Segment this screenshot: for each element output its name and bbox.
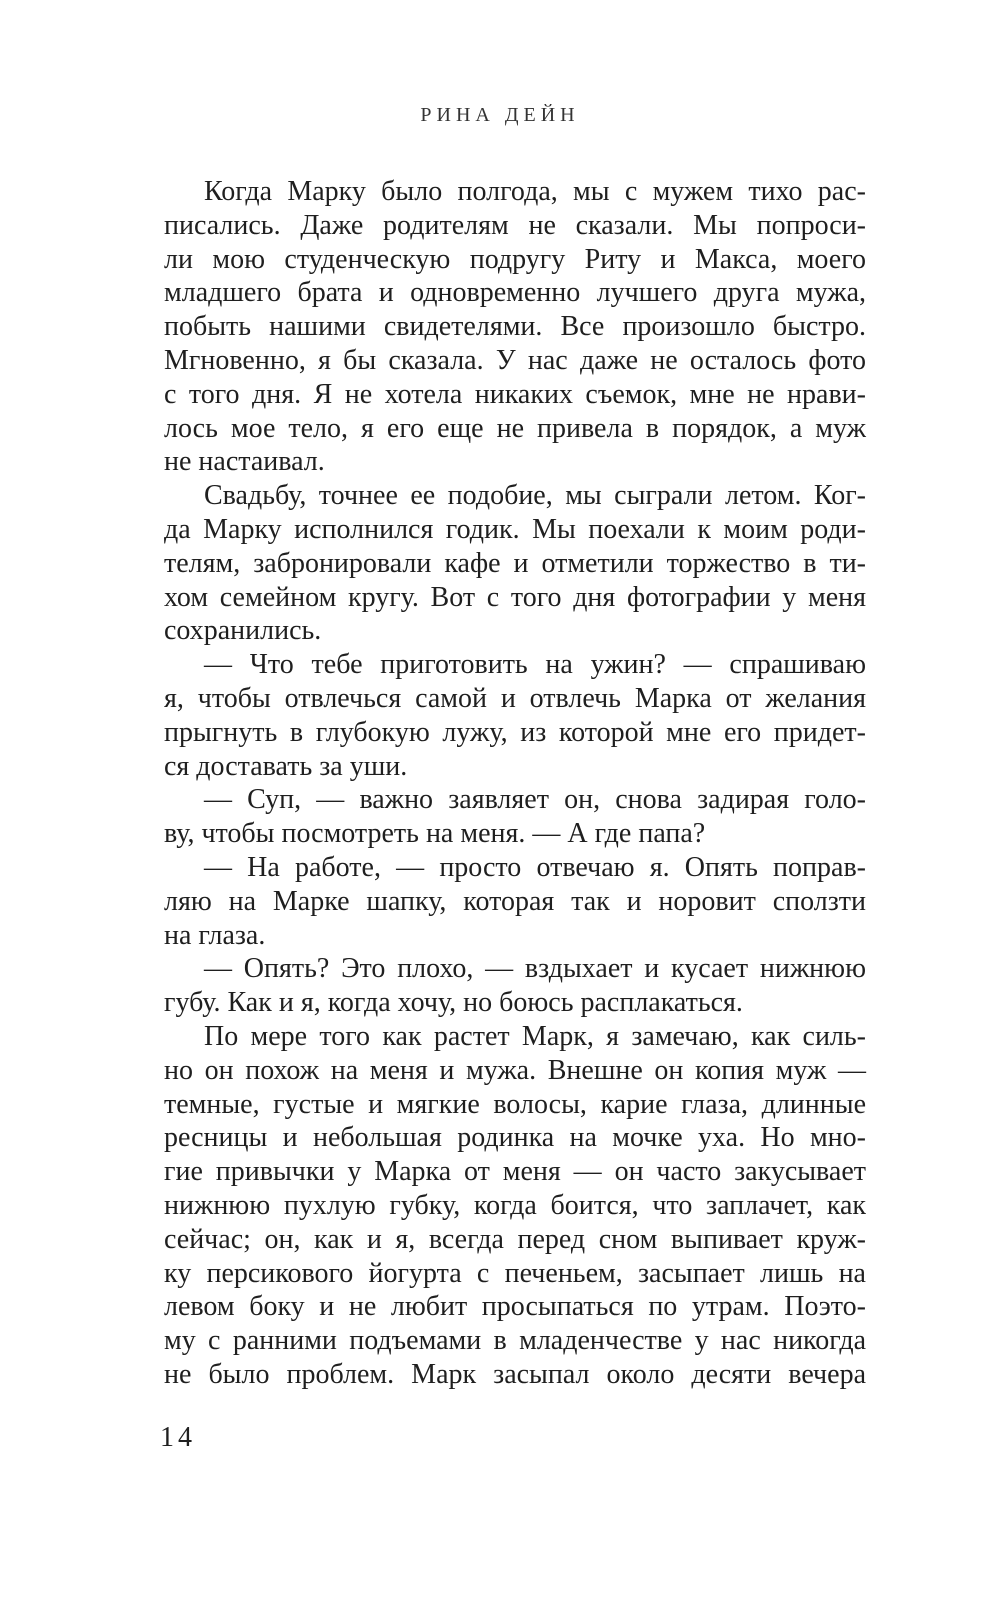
text-line: не было проблем. Марк засыпал около десяти вечера (164, 1358, 866, 1390)
text-line: прыгнуть в глубокую лужу, из которой мне его придет- (164, 716, 866, 748)
text-line: ресницы и небольшая родинка на мочке уха. Но мно- (164, 1122, 866, 1154)
text-line: му с ранними подъемами в младенчестве у нас никогда (164, 1325, 866, 1357)
text-line: но он похож на меня и мужа. Внешне он копия муж — (164, 1054, 866, 1086)
text-line: я, чтобы отвлечься самой и отвлечь Марка от желания (164, 682, 866, 714)
text-line: темные, густые и мягкие волосы, карие глаза, длинные (164, 1088, 866, 1120)
text-line: Мгновенно, я бы сказала. У нас даже не осталось фото (164, 344, 866, 376)
text-line: ся доставать за уши. (164, 750, 408, 782)
text-line: хом семейном кругу. Вот с того дня фотографии у меня (164, 581, 866, 613)
text-line: ку персикового йогурта с печеньем, засыпает лишь на (164, 1257, 866, 1289)
text-line: — На работе, — просто отвечаю я. Опять поправ- (204, 851, 866, 883)
text-line: лось мое тело, я его еще не привела в порядок, а муж (164, 412, 866, 444)
text-line: телям, забронировали кафе и отметили торжество в ти- (164, 547, 866, 579)
text-line: да Марку исполнился годик. Мы поехали к моим роди- (164, 513, 866, 545)
text-line: сохранились. (164, 615, 322, 647)
text-line: с того дня. Я не хотела никаких съемок, мне не нрави- (164, 378, 866, 410)
text-line: младшего брата и одновременно лучшего друга мужа, (164, 277, 866, 309)
text-line: губу. Как и я, когда хочу, но боюсь расплакаться. (164, 987, 743, 1019)
text-line: на глаза. (164, 919, 266, 951)
text-line: ли мою студенческую подругу Риту и Макса, моего (164, 243, 866, 275)
text-line: Свадьбу, точнее ее подобие, мы сыграли летом. Ког- (204, 480, 866, 512)
text-line: ву, чтобы посмотреть на меня. — А где папа? (164, 818, 706, 850)
text-line: ляю на Марке шапку, которая так и норовит сползти (164, 885, 866, 917)
page-number: 14 (160, 1422, 196, 1453)
text-line: — Суп, — важно заявляет он, снова задирая голо- (204, 784, 866, 816)
text-line: не настаивал. (164, 446, 325, 478)
text-line: — Опять? Это плохо, — вздыхает и кусает нижнюю (204, 953, 866, 985)
text-line: левом боку и не любит просыпаться по утрам. Поэто- (164, 1291, 866, 1323)
text-line: По мере того как растет Марк, я замечаю, как силь- (204, 1020, 866, 1052)
text-line: побыть нашими свидетелями. Все произошло быстро. (164, 311, 866, 343)
text-line: Когда Марку было полгода, мы с мужем тихо рас- (204, 176, 866, 207)
text-line: нижнюю пухлую губку, когда боится, что заплачет, как (164, 1189, 866, 1221)
text-line: гие привычки у Марка от меня — он часто закусывает (164, 1156, 866, 1188)
text-line: сейчас; он, как и я, всегда перед сном выпивает круж- (164, 1223, 866, 1255)
body-text (164, 175, 866, 1392)
text-line: — Что тебе приготовить на ужин? — спрашиваю (204, 649, 866, 681)
running-head: РИНА ДЕЙН (420, 104, 580, 126)
text-line: писались. Даже родителям не сказали. Мы попроси- (164, 209, 866, 241)
